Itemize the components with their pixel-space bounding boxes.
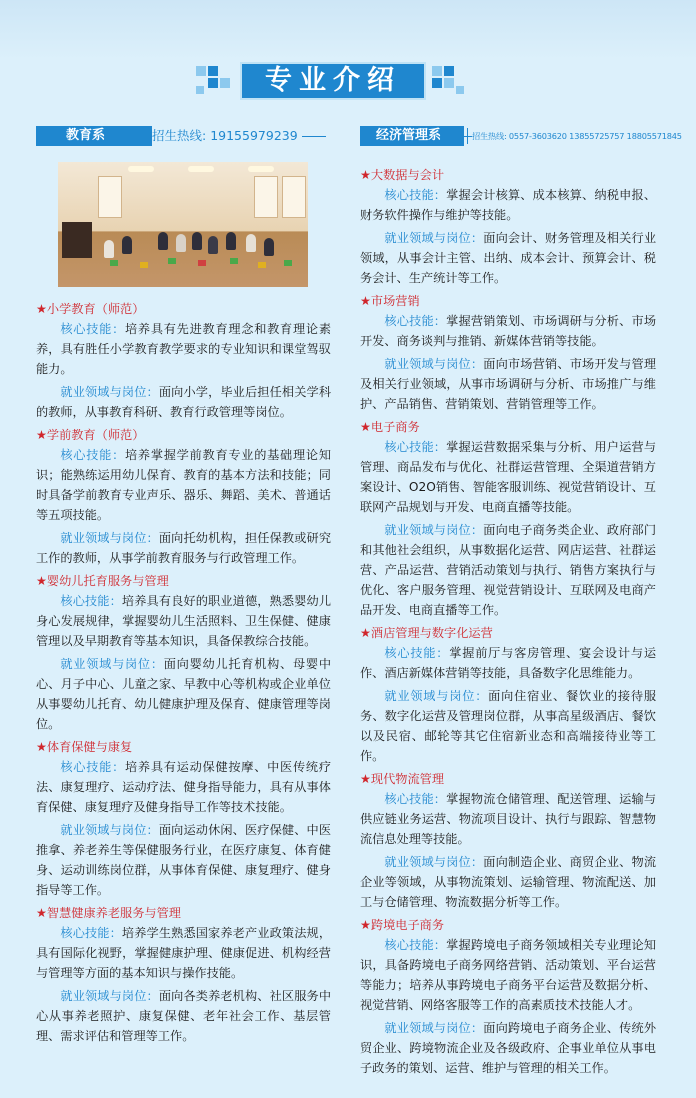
core-skills: 核心技能：培养掌握学前教育专业的基础理论知识；能熟练运用幼儿保育、教育的基本方法和技能；同时具备学前教育专业声乐、器乐、舞蹈、美术、普通话等五项技能。 xyxy=(36,448,332,522)
employment: 就业领域与岗位：面向婴幼儿托育机构、母婴中心、月子中心、儿童之家、早教中心等机构或企业单位从事婴幼儿托育、幼儿健康护理及保育、健康管理等岗位。 xyxy=(36,657,332,731)
core-skills: 核心技能：掌握跨境电子商务领域相关专业理论知识，具备跨境电子商务网络营销、活动策划、平台运营等能力；培养从事跨境电子商务平台运营及数据分析、视觉营销、网络客服等工作的高素质技术技能人才。 xyxy=(360,938,657,1012)
hotline xyxy=(152,126,302,146)
employment: 就业领域与岗位：面向各类养老机构、社区服务中心从事养老照护、康复保健、老年社会工作、基层管理、需求评估和管理等工作。 xyxy=(36,989,332,1043)
core-skills: 核心技能：掌握会计核算、成本核算、纳税申报、财务软件操作与维护等技能。 xyxy=(360,188,657,222)
major-title: ★大数据与会计 xyxy=(360,168,445,182)
header-band xyxy=(0,0,696,60)
hotline-number: 0557-3603620 13855725757 18805571845 xyxy=(508,131,682,141)
employment: 就业领域与岗位：面向跨境电子商务企业、传统外贸企业、跨境物流企业及各级政府、企事业单位从事电子政务的策划、运营、维护与管理的相关工作。 xyxy=(360,1021,657,1075)
employment: 就业领域与岗位：面向住宿业、餐饮业的接待服务、数字化运营及管理岗位群，从事高星级酒店、餐饮以及民宿、邮轮等其它住宿新业态和高端接待业等工作。 xyxy=(360,689,657,763)
employment: 就业领域与岗位：面向托幼机构，担任保教或研究工作的教师，从事学前教育服务与行政管理工作。 xyxy=(36,531,332,565)
hotline-label: 招生热线: xyxy=(152,128,207,143)
major-title: ★市场营销 xyxy=(360,294,420,308)
major-title: ★酒店管理与数字化运营 xyxy=(360,626,493,640)
core-skills: 核心技能：培养具有先进教育理念和教育理论素养，具有胜任小学教育教学要求的专业知识和课堂驾驭能力。 xyxy=(36,322,332,376)
major-title: ★体育保健与康复 xyxy=(36,740,133,754)
hotline-label: 招生热线: xyxy=(472,131,507,141)
hotline-number: 19155979239 xyxy=(210,128,298,143)
page-title: 专业介绍 xyxy=(240,62,426,100)
major-title: ★现代物流管理 xyxy=(360,772,445,786)
major-title: ★婴幼儿托育服务与管理 xyxy=(36,574,169,588)
department-name: 教育系 xyxy=(36,126,164,146)
department-name: 经济管理系 xyxy=(360,126,464,146)
core-skills: 核心技能：掌握物流仓储管理、配送管理、运输与供应链业务运营、物流项目设计、执行与跟踪、智慧物流信息处理等技能。 xyxy=(360,792,657,846)
employment: 就业领域与岗位：面向制造企业、商贸企业、物流企业等领域，从事物流策划、运输管理、物流配送、加工与仓储管理、物流数据分析等工作。 xyxy=(360,855,657,909)
right-deco-squares-icon xyxy=(432,66,468,96)
employment: 就业领域与岗位：面向市场营销、市场开发与管理及相关行业领域，从事市场调研与分析、市场推广与维护、产品销售、营销策划、营销管理等工作。 xyxy=(360,357,657,411)
core-skills: 核心技能：掌握营销策划、市场调研与分析、市场开发、商务谈判与推销、新媒体营销等技能。 xyxy=(360,314,657,348)
employment: 就业领域与岗位：面向电子商务类企业、政府部门和其他社会组织，从事数据化运营、网店运营、社群运营、产品运营、营销活动策划与执行、销售方案执行与优化、客户服务管理、视觉营销设计、互联网及电商产品开发、电商直播等工作。 xyxy=(360,523,657,617)
left-column xyxy=(36,298,331,1049)
right-column xyxy=(360,164,656,1081)
left-deco-squares-icon xyxy=(196,66,232,96)
left-section-header xyxy=(36,126,326,146)
core-skills: 核心技能：培养具有良好的职业道德，熟悉婴幼儿身心发展规律，掌握婴幼儿生活照料、卫生保健、健康管理以及早期教育等基本知识，具备保教综合技能。 xyxy=(36,594,332,648)
core-skills: 核心技能：培养学生熟悉国家养老产业政策法规，具有国际化视野，掌握健康护理、健康促进、机构经营与管理等方面的基本知识与操作技能。 xyxy=(36,926,332,980)
major-title: ★学前教育（师范） xyxy=(36,428,145,442)
classroom-photo xyxy=(58,162,308,287)
employment: 就业领域与岗位：面向小学，毕业后担任相关学科的教师，从事教育科研、教育行政管理等岗位。 xyxy=(36,385,332,419)
employment: 就业领域与岗位：面向运动休闲、医疗保健、中医推拿、养老养生等保健服务行业，在医疗康复、体育健身、运动训练岗位群，从事体育保健、康复理疗、健身指导等工作。 xyxy=(36,823,332,897)
core-skills: 核心技能：培养具有运动保健按摩、中医传统疗法、康复理疗、运动疗法、健身指导能力，具有从事体育保健、康复理疗及健身指导工作等技术技能。 xyxy=(36,760,332,814)
employment: 就业领域与岗位：面向会计、财务管理及相关行业领域，从事会计主管、出纳、成本会计、预算会计、税务会计、生产统计等工作。 xyxy=(360,231,657,285)
major-title: ★智慧健康养老服务与管理 xyxy=(36,906,181,920)
core-skills: 核心技能：掌握运营数据采集与分析、用户运营与管理、商品发布与优化、社群运营管理、全渠道营销方案设计、O2O销售、智能客服训练、视觉营销设计、互联网产品规划与开发、电商直播等技能。 xyxy=(360,440,657,514)
hotline xyxy=(472,126,682,146)
title-area xyxy=(0,62,696,102)
major-title: ★电子商务 xyxy=(360,420,420,434)
right-section-header xyxy=(360,126,682,146)
core-skills: 核心技能：掌握前厅与客房管理、宴会设计与运作、酒店新媒体营销等技能，具备数字化思维能力。 xyxy=(360,646,657,680)
major-title: ★跨境电子商务 xyxy=(360,918,445,932)
major-title: ★小学教育（师范） xyxy=(36,302,145,316)
